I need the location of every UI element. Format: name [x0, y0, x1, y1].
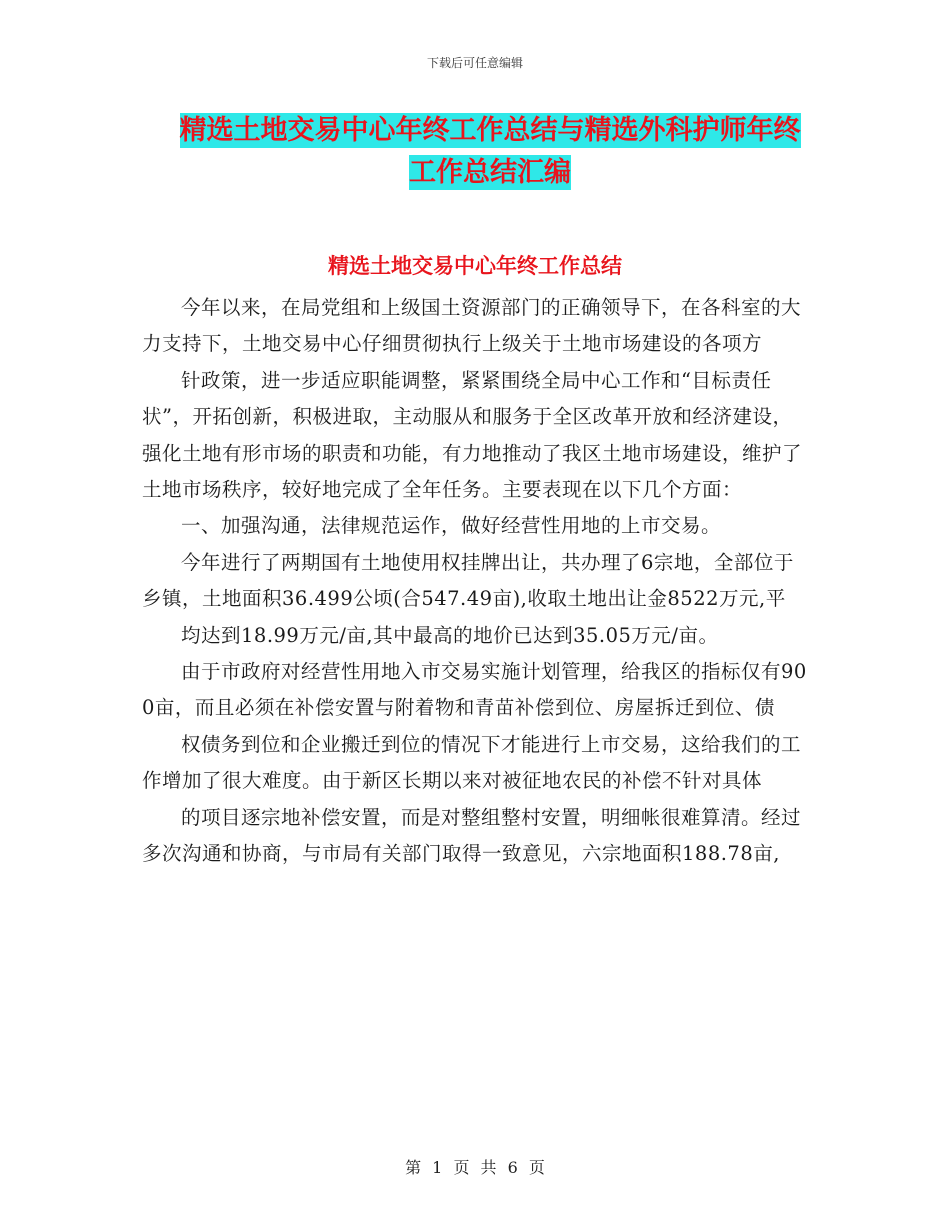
paragraph: 今年以来，在局党组和上级国土资源部门的正确领导下，在各科室的大力支持下，土地交易中心仔细贯彻执行上级关于土地市场建设的各项方 [142, 296, 802, 356]
paragraph: 由于市政府对经营性用地入市交易实施计划管理，给我区的指标仅有900亩，而且必须在补偿安置与附着物和青苗补偿到位、房屋拆迁到位、债 [142, 660, 807, 720]
paragraph: 权债务到位和企业搬迁到位的情况下才能进行上市交易，这给我们的工作增加了很大难度。由于新区长期以来对被征地农民的补偿不针对具体 [142, 732, 802, 793]
page-footer: 第 1 页 共 6 页 [405, 1158, 545, 1177]
paragraph: 均达到18.99万元/亩,其中最高的地价已达到35.05万元/亩。 [181, 623, 719, 647]
paragraph: 针政策，进一步适应职能调整，紧紧围绕全局中心工作和“目标责任状”，开拓创新，积极进取，主动服从和服务于全区改革开放和经济建设，强化土地有形市场的职责和功能，有力地推动了我区土地市场建设，维护了土地市场秩序，较好地完成了全年任务。主要表现在以下几个方面： [142, 368, 803, 502]
header-note: 下载后可任意编辑 [426, 56, 523, 70]
paragraph: 今年进行了两期国有土地使用权挂牌出让，共办理了6宗地，全部位于乡镇，土地面积36.499公顷(合547.49亩),收取土地出让金8522万元,平 [142, 550, 794, 611]
paragraph: 一、加强沟通，法律规范运作，做好经营性用地的上市交易。 [181, 514, 722, 538]
paragraph: 的项目逐宗地补偿安置，而是对整组整村安置，明细帐很难算清。经过多次沟通和协商，与市局有关部门取得一致意见，六宗地面积188.78亩, [142, 805, 802, 866]
document-title-line-2: 工作总结汇编 [409, 157, 571, 188]
body-text [142, 290, 808, 873]
section-title: 精选土地交易中心年终工作总结 [328, 253, 622, 278]
document-title [130, 110, 850, 194]
document-title-line-1: 精选土地交易中心年终工作总结与精选外科护师年终 [179, 115, 801, 146]
